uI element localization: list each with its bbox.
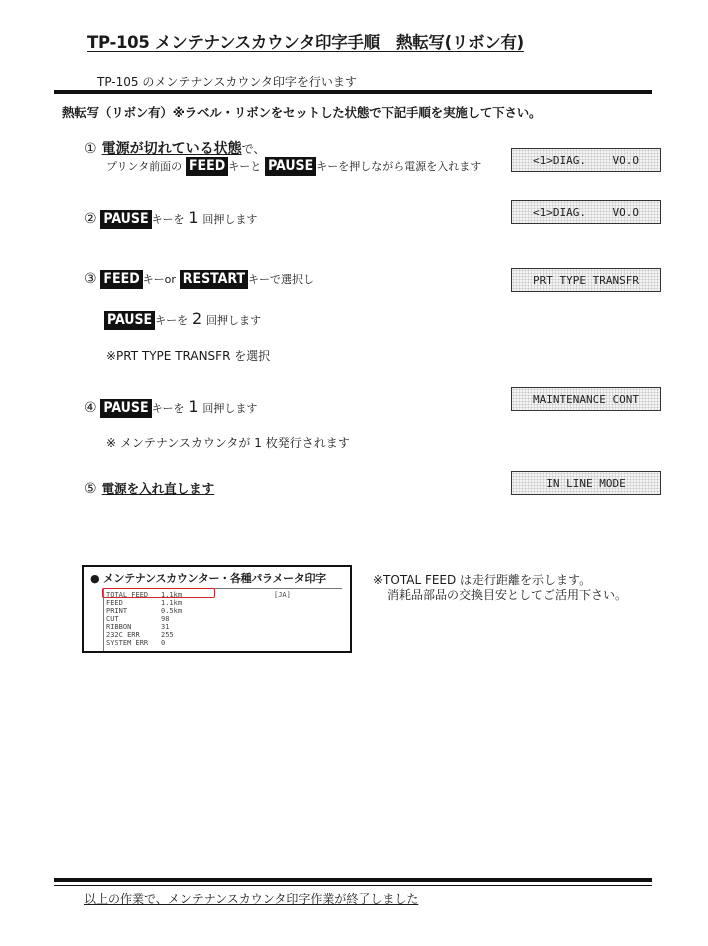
row-label: TOTAL FEED bbox=[106, 591, 149, 599]
row-value: 255 bbox=[161, 631, 174, 639]
step-3-note: ※PRT TYPE TRANSFR を選択 bbox=[106, 349, 271, 363]
step-2-text-post: 回押します bbox=[202, 213, 258, 226]
total-feed-highlight bbox=[102, 588, 215, 598]
step-3 bbox=[84, 270, 314, 289]
step-3-text-post: キーで選択し bbox=[248, 273, 315, 286]
step-4-text-post: 回押します bbox=[202, 402, 258, 415]
lcd-display-5: IN LINE MODE bbox=[511, 471, 661, 495]
step-number: ① bbox=[84, 141, 97, 157]
language-code: [JA] bbox=[274, 591, 291, 599]
step-3-text-pre2: キーを bbox=[155, 314, 189, 327]
printout-title: ● メンテナンスカウンター・各種パラメータ印字 bbox=[90, 572, 326, 585]
row-label: PRINT bbox=[106, 607, 128, 615]
row-label: 232C ERR bbox=[106, 631, 140, 639]
sample-printout bbox=[82, 565, 352, 653]
restart-key: RESTART bbox=[180, 270, 248, 289]
press-count: 1 bbox=[188, 397, 199, 416]
row-value: 98 bbox=[161, 615, 170, 623]
footer-divider bbox=[54, 878, 652, 882]
feed-key: FEED bbox=[100, 270, 142, 289]
step-1 bbox=[84, 138, 265, 158]
step-2 bbox=[84, 208, 257, 229]
pause-key: PAUSE bbox=[100, 399, 151, 418]
intro-text: 熱転写（リボン有）※ラベル・リボンをセットした状態で下記手順を実施して下さい。 bbox=[62, 105, 542, 120]
row-value: 1.1km bbox=[161, 599, 183, 607]
step-5 bbox=[84, 478, 214, 497]
press-count: 2 bbox=[192, 309, 203, 328]
step-number: ⑤ bbox=[84, 481, 97, 497]
step-number: ③ bbox=[84, 271, 97, 287]
step-1-instruction bbox=[106, 157, 481, 176]
step-1-text-pre: プリンタ前面の bbox=[106, 160, 183, 173]
footer-divider-thin bbox=[54, 885, 652, 886]
feed-key: FEED bbox=[186, 157, 228, 176]
note-line-1: ※TOTAL FEED は走行距離を示します。 bbox=[373, 573, 592, 587]
lcd-display-3: PRT TYPE TRANSFR bbox=[511, 268, 661, 292]
pause-key: PAUSE bbox=[265, 157, 316, 176]
step-number: ② bbox=[84, 211, 97, 227]
step-4 bbox=[84, 397, 257, 418]
lcd-display-4: MAINTENANCE CONT bbox=[511, 387, 661, 411]
row-value: 0 bbox=[161, 639, 166, 647]
note-line-2: 消耗品部品の交換目安としてご活用下さい。 bbox=[387, 588, 628, 602]
lcd-display-1: <1>DIAG. VO.O bbox=[511, 148, 661, 172]
step-1-title-suffix: で、 bbox=[241, 142, 266, 156]
header-divider bbox=[54, 90, 652, 94]
row-label: RIBBON bbox=[106, 623, 132, 631]
step-3-text-mid: キーor bbox=[142, 273, 176, 286]
row-label: SYSTEM ERR bbox=[106, 639, 149, 647]
step-1-text-post: キーを押しながら電源を入れます bbox=[316, 160, 482, 173]
lcd-display-2: <1>DIAG. VO.O bbox=[511, 200, 661, 224]
pause-key: PAUSE bbox=[100, 210, 151, 229]
step-5-title: 電源を入れ直します bbox=[101, 481, 215, 496]
page-title: TP-105 メンテナンスカウンタ印字手順 熱転写(リボン有) bbox=[87, 33, 524, 52]
footer-text: 以上の作業で、メンテナンスカウンタ印字作業が終了しました bbox=[84, 892, 419, 906]
step-2-text-pre: キーを bbox=[151, 213, 185, 226]
page-subtitle: TP-105 のメンテナンスカウンタ印字を行います bbox=[97, 75, 357, 89]
row-value: 0.5km bbox=[161, 607, 183, 615]
step-3-second-line bbox=[104, 309, 261, 330]
press-count: 1 bbox=[188, 208, 199, 227]
pause-key: PAUSE bbox=[104, 311, 155, 330]
step-3-text-post2: 回押します bbox=[206, 314, 262, 327]
row-label: CUT bbox=[106, 615, 119, 623]
row-value: 1.1km bbox=[161, 591, 183, 599]
step-1-text-mid: キーと bbox=[228, 160, 262, 173]
step-4-text-pre: キーを bbox=[151, 402, 185, 415]
total-feed-note bbox=[373, 573, 627, 603]
row-value: 31 bbox=[161, 623, 170, 631]
step-4-note: ※ メンテナンスカウンタが 1 枚発行されます bbox=[106, 436, 350, 450]
row-label: FEED bbox=[106, 599, 123, 607]
step-number: ④ bbox=[84, 400, 97, 416]
step-1-title: 電源が切れている状態 bbox=[101, 141, 242, 157]
